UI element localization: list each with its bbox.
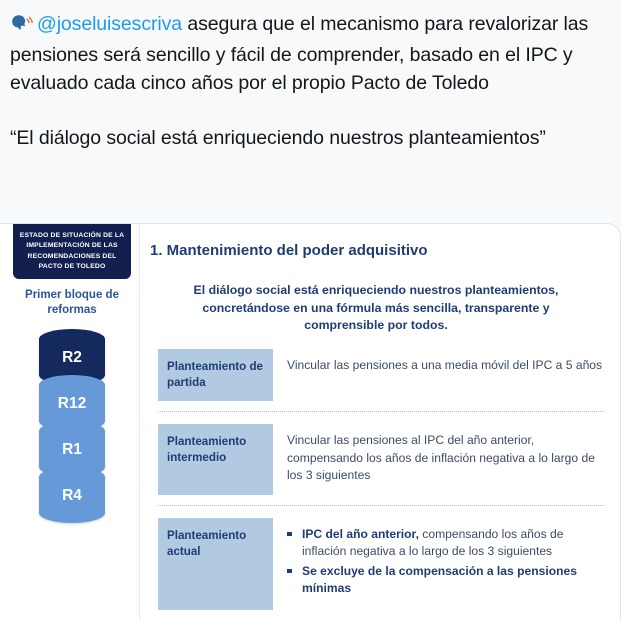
proposal-text bbox=[273, 518, 605, 610]
proposal-bullet-list bbox=[287, 526, 605, 598]
tweet-text bbox=[10, 10, 613, 98]
reform-pill-stack bbox=[39, 329, 105, 523]
tweet-quote: “El diálogo social está enriqueciendo nuestros planteamientos” bbox=[10, 126, 546, 149]
tweet-handle[interactable]: @joseluisescriva bbox=[37, 13, 182, 35]
proposal-bullet bbox=[287, 526, 605, 561]
proposal-row-intermedio bbox=[158, 424, 605, 495]
section-title: 1. Mantenimiento del poder adquisitivo bbox=[150, 242, 428, 259]
infographic-card bbox=[0, 223, 621, 621]
infographic-sidebar bbox=[0, 224, 140, 621]
row-divider bbox=[158, 411, 605, 412]
tweet-block bbox=[0, 0, 621, 152]
proposal-label: Planteamiento intermedio bbox=[158, 424, 273, 495]
infographic-header-badge: ESTADO DE SITUACIÓN DE LA IMPLEMENTACIÓN DE LAS RECOMENDACIONES DEL PACTO DE TOLEDO bbox=[13, 224, 131, 279]
reform-pill-label: R12 bbox=[57, 395, 87, 412]
reform-pill-r4[interactable] bbox=[39, 467, 105, 523]
proposal-label: Planteamiento actual bbox=[158, 518, 273, 610]
bullet-strong: IPC del año anterior, bbox=[302, 526, 419, 541]
proposal-text: Vincular las pensiones a una media móvil del IPC a 5 años bbox=[287, 358, 603, 372]
bullet-rest: compensando los años de inflación negativa a lo largo de los 3 siguientes bbox=[302, 526, 564, 558]
section-lead: El diálogo social está enriqueciendo nuestros planteamientos, concretándose en una fórmula más sencilla, transparente y comprensible por todos. bbox=[193, 283, 559, 332]
proposal-row-actual bbox=[158, 518, 605, 610]
row-divider bbox=[158, 505, 605, 506]
speaking-head-icon bbox=[10, 13, 34, 41]
proposal-text: Vincular las pensiones al IPC del año anterior, compensando los años de inflación negativa a lo largo de los 3 siguientes bbox=[287, 433, 595, 482]
proposal-label: Planteamiento de partida bbox=[158, 349, 273, 401]
block-title: Primer bloque de reformas bbox=[25, 289, 119, 316]
proposal-list bbox=[158, 349, 605, 610]
tweet-body: asegura que el mecanismo para revalorizar las pensiones será sencillo y fácil de comprender, basado en el IPC y evaluado cada cinco años por el propio Pacto de Toledo bbox=[10, 13, 589, 95]
reform-pill-label: R4 bbox=[62, 487, 82, 504]
reform-pill-label: R1 bbox=[62, 441, 82, 458]
proposal-bullet bbox=[287, 563, 605, 598]
proposal-row-partida bbox=[158, 349, 605, 401]
reform-pill-label: R2 bbox=[62, 349, 82, 366]
infographic-main bbox=[140, 224, 620, 621]
bullet-strong: Se excluye de la compensación a las pensiones mínimas bbox=[302, 563, 577, 595]
